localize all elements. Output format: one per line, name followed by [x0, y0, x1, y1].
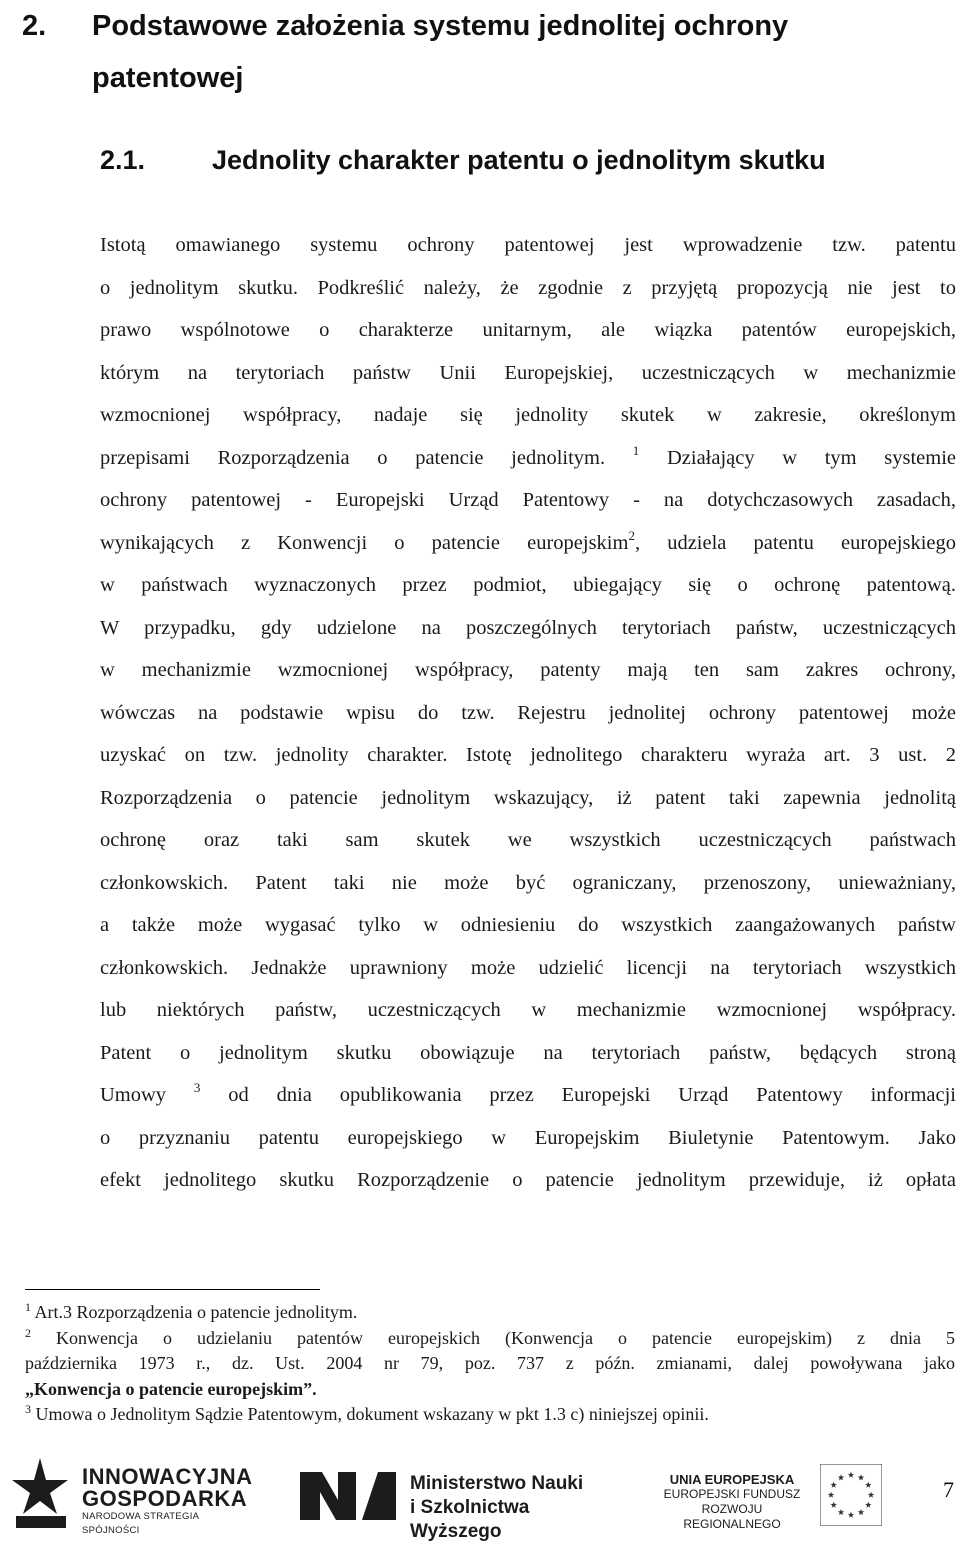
text-line: wzmocnionej współpracy, nadaje się jednolity skutek w zakresie, określonym	[100, 404, 956, 426]
footnote-mark: 2	[25, 1325, 31, 1340]
subsection-heading	[100, 140, 940, 180]
eu-flag-icon	[820, 1464, 882, 1526]
text-line: Rozporządzenia o patencie jednolitym wskazujący, iż patent taki zapewnia jednolitą	[100, 786, 956, 809]
logo-text: NARODOWA STRATEGIA SPÓJNOŚCI	[82, 1511, 199, 1536]
text-line: Patent o jednolitym skutku obowiązuje na terytoriach państw, będących stroną	[100, 1041, 956, 1064]
text-line: lub niektórych państw, uczestniczących w mechanizmie wzmocnionej współpracy.	[100, 999, 956, 1021]
text-span: od dnia opublikowania przez Europejski Urząd Patentowy informacji	[228, 1084, 956, 1106]
footnote-text: Art.3 Rozporządzenia o patencie jednolitym.	[34, 1302, 358, 1322]
text-line: uzyskać on tzw. jednolity charakter. Istotę jednolitego charakteru wyraża art. 3 ust. 2	[100, 744, 956, 766]
footnote-separator	[25, 1289, 320, 1290]
ministry-emblem-icon	[298, 1466, 398, 1522]
text-line: wówczas na podstawie wpisu do tzw. Rejestru jednolitej ochrony patentowej może	[100, 701, 956, 724]
footnote-text: Umowa o Jednolitym Sądzie Patentowym, dokument wskazany w pkt 1.3 c) niniejszej opinii.	[35, 1404, 709, 1424]
section-heading	[22, 0, 952, 104]
section-number: 2.	[22, 10, 47, 42]
logo-text: Ministerstwo Nauki	[410, 1473, 584, 1494]
section-title-line2: patentowej	[92, 62, 244, 94]
text-line: ochronę oraz taki sam skutek we wszystkich uczestniczących państwach	[100, 829, 956, 851]
text-line: członkowskich. Patent taki nie może być ograniczany, przenoszony, unieważniany,	[100, 871, 956, 894]
text-line: w państwach wyznaczonych przez podmiot, ubiegający się o ochronę patentową.	[100, 574, 956, 596]
footnote-2-line: października 1973 r., dz. Ust. 2004 nr 79, poz. 737 z późn. zmianami, dalej powoływana jako	[25, 1353, 955, 1373]
text-line: prawo wspólnotowe o charakterze unitarnym, ale wiązka patentów europejskich,	[100, 319, 956, 341]
subsection-title: Jednolity charakter patentu o jednolitym skutku	[212, 145, 826, 175]
ministry-logo	[298, 1466, 618, 1542]
text-line: efekt jednolitego skutku Rozporządzenie o patencie jednolitym przewiduje, iż opłata	[100, 1169, 956, 1191]
footnote-1	[25, 1300, 955, 1326]
text-line: członkowskich. Jednakże uprawniony może udzielić licencji na terytoriach wszystkich	[100, 956, 956, 979]
text-line: o jednolitym skutku. Podkreślić należy, że zgodnie z przyjętą propozycją nie jest to	[100, 276, 956, 299]
footnote-text: Konwencja o udzielaniu patentów europejskich (Konwencja o patencie europejskim) z dnia 5	[56, 1327, 955, 1348]
funding-logos-bar	[0, 1452, 960, 1542]
text-line: a także może wygasać tylko w odniesieniu do wszystkich zaangażowanych państw	[100, 914, 956, 936]
footnote-2-line	[25, 1377, 955, 1403]
text-line: Istotą omawianego systemu ochrony patentowej jest wprowadzenie tzw. patentu	[100, 234, 956, 256]
logo-text: UNIA EUROPEJSKA	[669, 1472, 795, 1487]
text-line: ochrony patentowej - Europejski Urząd Patentowy - na dotychczasowych zasadach,	[100, 489, 956, 511]
footnote-ref-1[interactable]: 1	[632, 442, 640, 458]
text-line: o przyznaniu patentu europejskiego w Europejskim Biuletynie Patentowym. Jako	[100, 1126, 956, 1149]
text-line	[100, 1074, 956, 1117]
logo-text: GOSPODARKA	[82, 1486, 248, 1511]
innowacyjna-gospodarka-logo	[10, 1456, 255, 1536]
footnote-2-line	[25, 1326, 955, 1352]
text-line: W przypadku, gdy udzielone na poszczególnych terytoriach państw, uczestniczących	[100, 616, 956, 639]
footnote-ref-2[interactable]: 2	[628, 527, 635, 543]
star-figure-icon	[10, 1456, 72, 1530]
body-text	[100, 224, 956, 1202]
text-span: , udziela patentu europejskiego	[634, 531, 956, 554]
text-span: wynikających z Konwencji o patencie europejskim	[100, 531, 629, 554]
text-line	[100, 437, 956, 480]
logo-text: INNOWACYJNA	[82, 1464, 253, 1489]
footnotes	[25, 1300, 955, 1428]
text-span: przepisami Rozporządzenia o patencie jednolitym.	[100, 446, 606, 469]
footnote-3	[25, 1402, 955, 1428]
footnote-ref-3[interactable]: 3	[193, 1080, 201, 1095]
text-line: którym na terytoriach państw Unii Europejskiej, uczestniczących w mechanizmie	[100, 361, 956, 384]
logo-text: ROZWOJU REGIONALNEGO	[683, 1502, 781, 1531]
footnote-mark: 1	[25, 1300, 31, 1314]
text-span: Działający w tym systemie	[666, 446, 956, 469]
text-line	[100, 522, 956, 565]
logo-text: i Szkolnictwa Wyższego	[410, 1497, 530, 1542]
subsection-number: 2.1.	[100, 145, 146, 175]
section-title-line1: Podstawowe założenia systemu jednolitej ochrony	[92, 10, 789, 42]
text-span: Umowy	[100, 1084, 167, 1106]
footnote-bold-text: „Konwencja o patencie europejskim”.	[25, 1378, 317, 1399]
footnote-mark: 3	[25, 1402, 31, 1416]
text-line: w mechanizmie wzmocnionej współpracy, patenty mają ten sam zakres ochrony,	[100, 659, 956, 681]
page-number: 7	[943, 1477, 954, 1502]
logo-text: EUROPEJSKI FUNDUSZ	[663, 1487, 801, 1501]
eu-fund-logo	[662, 1460, 882, 1530]
